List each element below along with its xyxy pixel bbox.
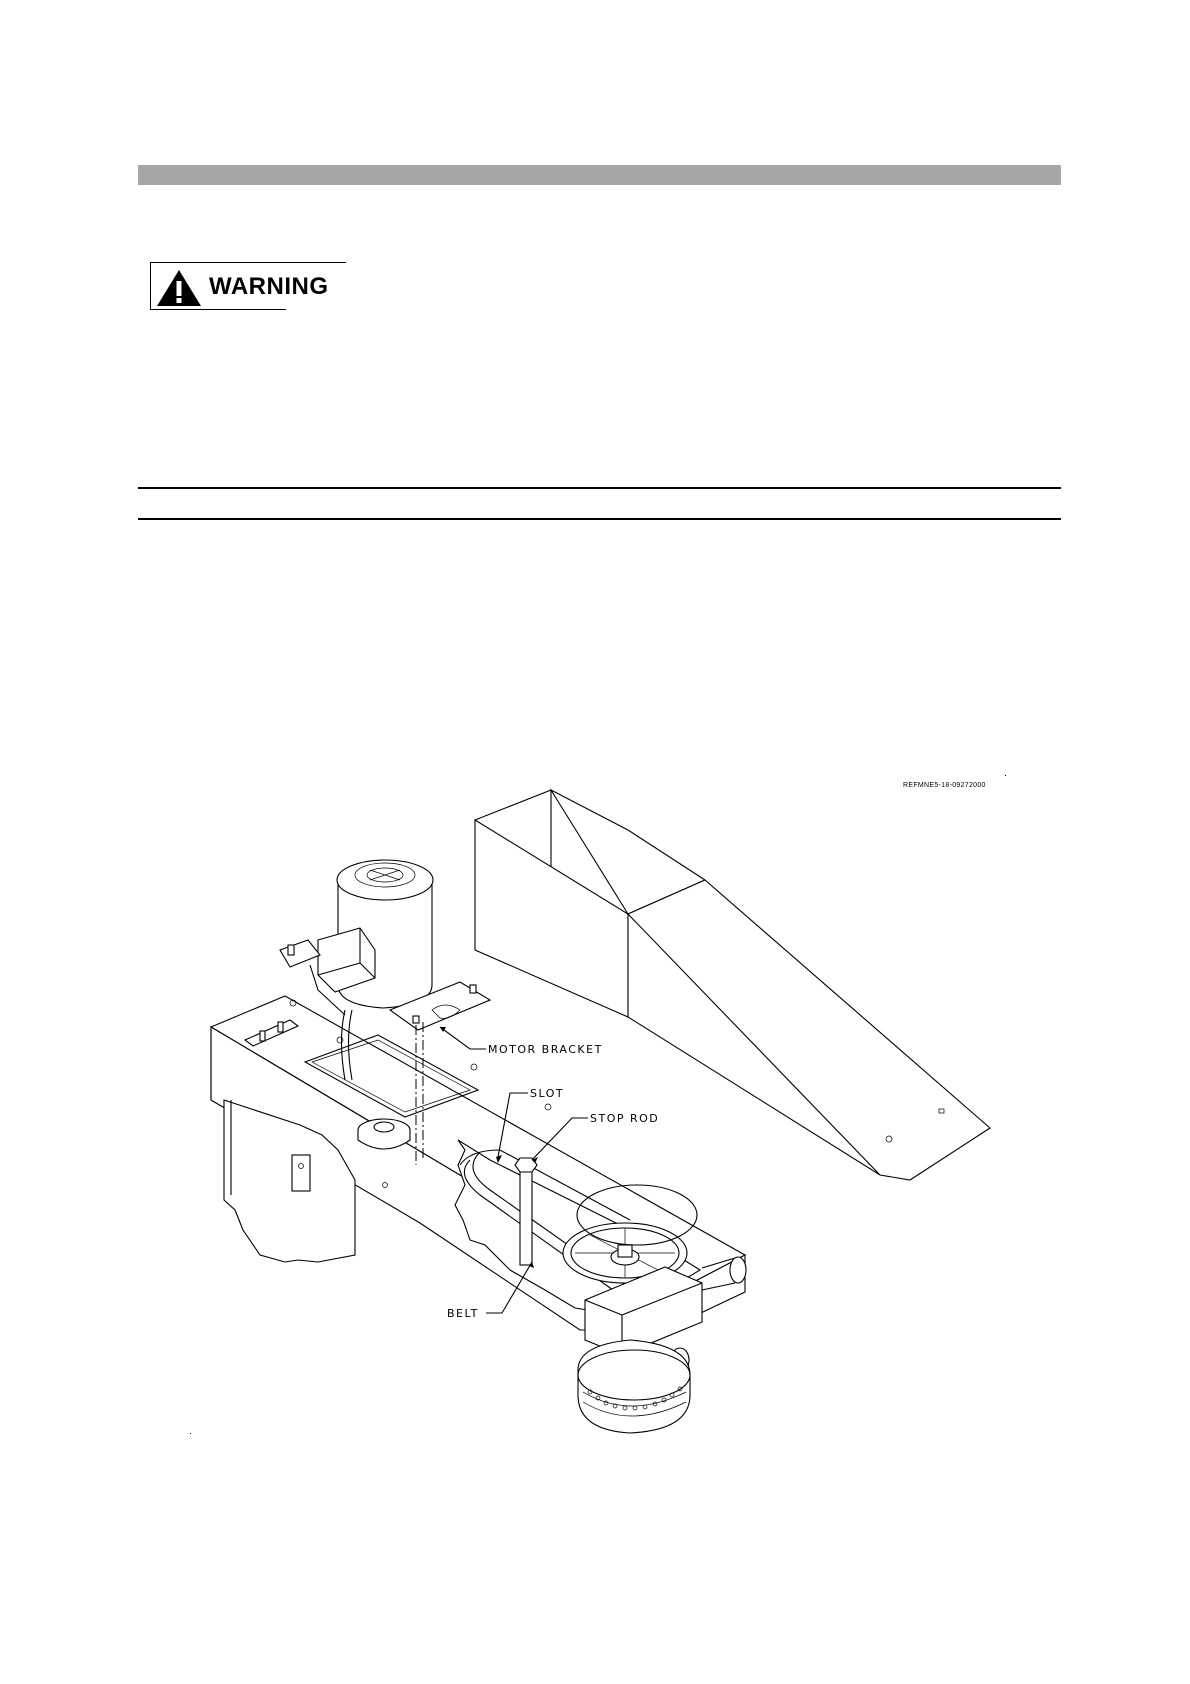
warning-text: WARNING xyxy=(209,273,329,300)
hopper-chute xyxy=(475,790,990,1180)
toothed-wheel xyxy=(578,1340,690,1433)
callout-slot-label: SLOT xyxy=(530,1087,565,1100)
callout-belt-label: BELT xyxy=(447,1307,479,1320)
callout-stop-rod-label: STOP ROD xyxy=(590,1112,660,1125)
callout-motor-bracket-label: MOTOR BRACKET xyxy=(488,1043,603,1056)
callout-motor-bracket xyxy=(440,1027,603,1056)
figure-reference-code: REFMNE5-18-09272000 xyxy=(903,782,986,789)
motor-pulley xyxy=(358,1119,410,1149)
